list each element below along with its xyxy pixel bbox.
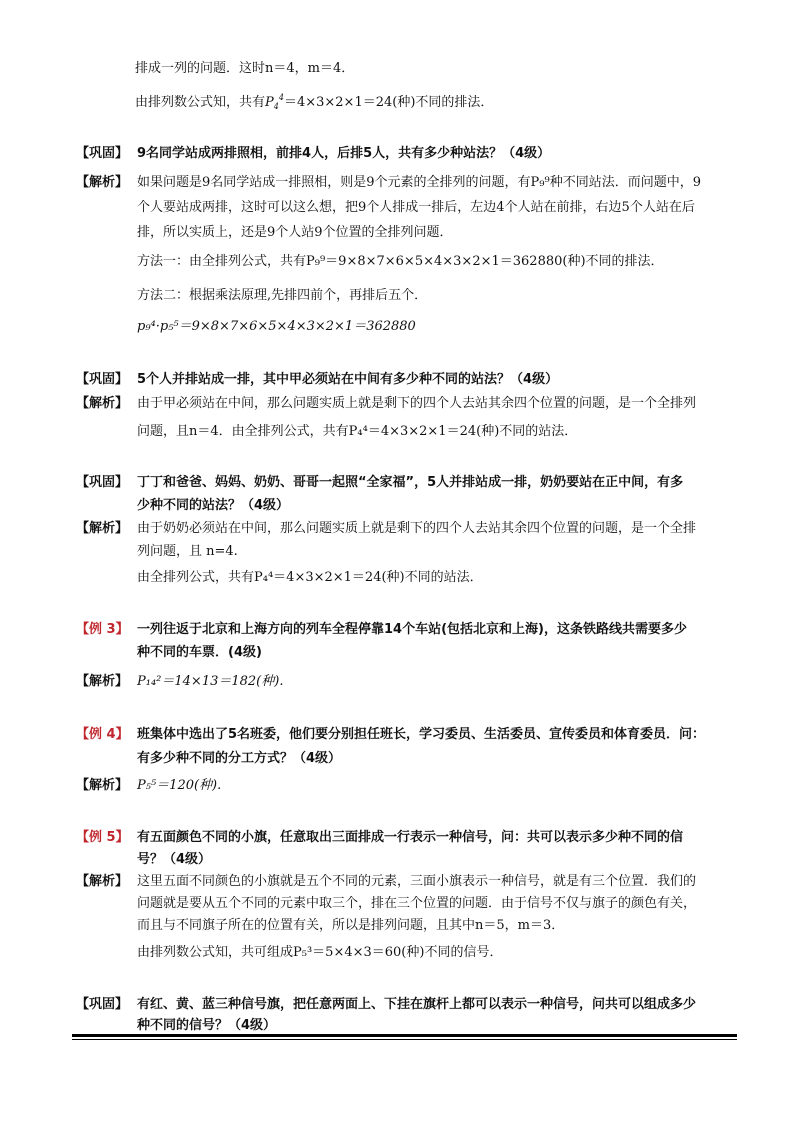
item-2-solution-2: 由全排列公式，共有P₄⁴＝4×3×2×1＝24(种)不同的站法． — [137, 570, 483, 585]
intro-line-2-post: 不同的排法． — [415, 95, 494, 110]
intro-line-2 — [135, 89, 493, 116]
item-6-tag: 【巩固】 — [76, 997, 129, 1012]
item-5-solution-3: 由排列数公式知，共可组成P₅³＝5×4×3＝60(种)不同的信号． — [137, 945, 503, 960]
intro-line-1: 排成一列的问题．这时n＝4，m＝4． — [135, 61, 355, 76]
item-5-solution-1: 问题就是要从五个不同的元素中取三个，排在三个位置的问题．由于信号不仅与旗子的颜色有关， — [137, 896, 697, 911]
item-1-solution-tag: 【解析】 — [76, 396, 129, 411]
item-2-question-1: 少种不同的站法？（4级） — [137, 498, 290, 513]
item-4-solution-tag: 【解析】 — [76, 778, 129, 793]
item-5-solution-0: 这里五面不同颜色的小旗就是五个不同的元素，三面小旗表示一种信号，就是有三个位置．我们的 — [137, 874, 697, 889]
item-1-solution-0: 由于甲必须站在中间，那么问题实质上就是剩下的四个人去站其余四个位置的问题，是一个全排列 — [137, 396, 697, 411]
item-6-question-1: 种不同的信号？（4级） — [137, 1018, 277, 1033]
item-5-tag: 【例 5】 — [76, 830, 129, 845]
item-3-tag: 【例 3】 — [76, 622, 129, 637]
item-0-question-0: 9名同学站成两排照相，前排4人，后排5人，共有多少种站法？（4级） — [137, 146, 551, 161]
item-2-tag: 【巩固】 — [76, 475, 129, 490]
item-6-question-0: 有红、黄、蓝三种信号旗，把任意两面上、下挂在旗杆上都可以表示一种信号，问共可以组成多少 — [137, 997, 697, 1012]
item-0-solution-5: p₉⁴·p₅⁵＝9×8×7×6×5×4×3×2×1＝362880 — [137, 319, 416, 334]
item-5-question-1: 号？（4级） — [137, 852, 212, 867]
item-5-solution-2: 而且与不同旗子所在的位置有关，所以是排列问题，且其中n＝5，m＝3． — [137, 918, 565, 933]
item-4-question-0: 班集体中选出了5名班委，他们要分别担任班长，学习委员、生活委员、宣传委员和体育委员．问： — [137, 727, 706, 742]
item-2-solution-1: 列问题，且 n=4. — [137, 544, 238, 559]
item-5-solution-tag: 【解析】 — [76, 874, 129, 889]
item-1-tag: 【巩固】 — [76, 372, 129, 387]
item-3-solution-0: P₁₄²＝14×13＝182(种). — [137, 674, 284, 689]
intro-permutation-symbol: $P_4^4$ — [265, 93, 284, 111]
footer-rule-thick — [72, 1034, 737, 1037]
item-0-solution-1: 个人要站成两排，这时可以这么想，把9个人排成一排后，左边4个人站在前排，右边5个人站在后 — [137, 200, 695, 215]
intro-line-2-formula: ＝4×3×2×1＝24(种) — [283, 95, 416, 110]
item-3-question-1: 种不同的车票．(4级) — [137, 645, 262, 660]
item-3-solution-tag: 【解析】 — [76, 674, 129, 689]
item-2-solution-tag: 【解析】 — [76, 521, 129, 536]
item-4-question-1: 有多少种不同的分工方式？（4级） — [137, 751, 342, 766]
intro-line-2-pre: 由排列数公式知，共有 — [135, 95, 266, 110]
footer-rule-thin — [72, 1039, 737, 1040]
item-2-question-0: 丁丁和爸爸、妈妈、奶奶、哥哥一起照“全家福”，5人并排站成一排，奶奶要站在正中间，有多 — [137, 475, 684, 490]
item-1-question-0: 5个人并排站成一排，其中甲必须站在中间有多少种不同的站法？（4级） — [137, 372, 559, 387]
item-0-solution-0: 如果问题是9名同学站成一排照相，则是9个元素的全排列的问题，有P₉⁹种不同站法．而问题中，9 — [137, 175, 701, 190]
item-1-solution-1: 问题，且n＝4．由全排列公式，共有P₄⁴＝4×3×2×1＝24(种)不同的站法． — [137, 424, 578, 439]
item-2-solution-0: 由于奶奶必须站在中间，那么问题实质上就是剩下的四个人去站其余四个位置的问题，是一个全排 — [137, 521, 697, 536]
item-0-solution-4: 方法二：根据乘法原理,先排四前个，再排后五个． — [137, 288, 428, 303]
item-4-tag: 【例 4】 — [76, 727, 129, 742]
item-0-solution-3: 方法一：由全排列公式，共有P₉⁹＝9×8×7×6×5×4×3×2×1＝362880(种)不同的排法． — [137, 254, 664, 269]
item-0-tag: 【巩固】 — [76, 146, 129, 161]
item-0-solution-tag: 【解析】 — [76, 175, 129, 190]
item-4-solution-0: P₅⁵＝120(种). — [137, 778, 222, 793]
item-0-solution-2: 排，所以实质上，还是9个人站9个位置的全排列问题． — [137, 225, 453, 240]
item-3-question-0: 一列往返于北京和上海方向的列车全程停靠14个车站(包括北京和上海)，这条铁路线共需要多少 — [137, 622, 687, 637]
item-5-question-0: 有五面颜色不同的小旗，任意取出三面排成一行表示一种信号，问：共可以表示多少种不同的信 — [137, 830, 684, 845]
